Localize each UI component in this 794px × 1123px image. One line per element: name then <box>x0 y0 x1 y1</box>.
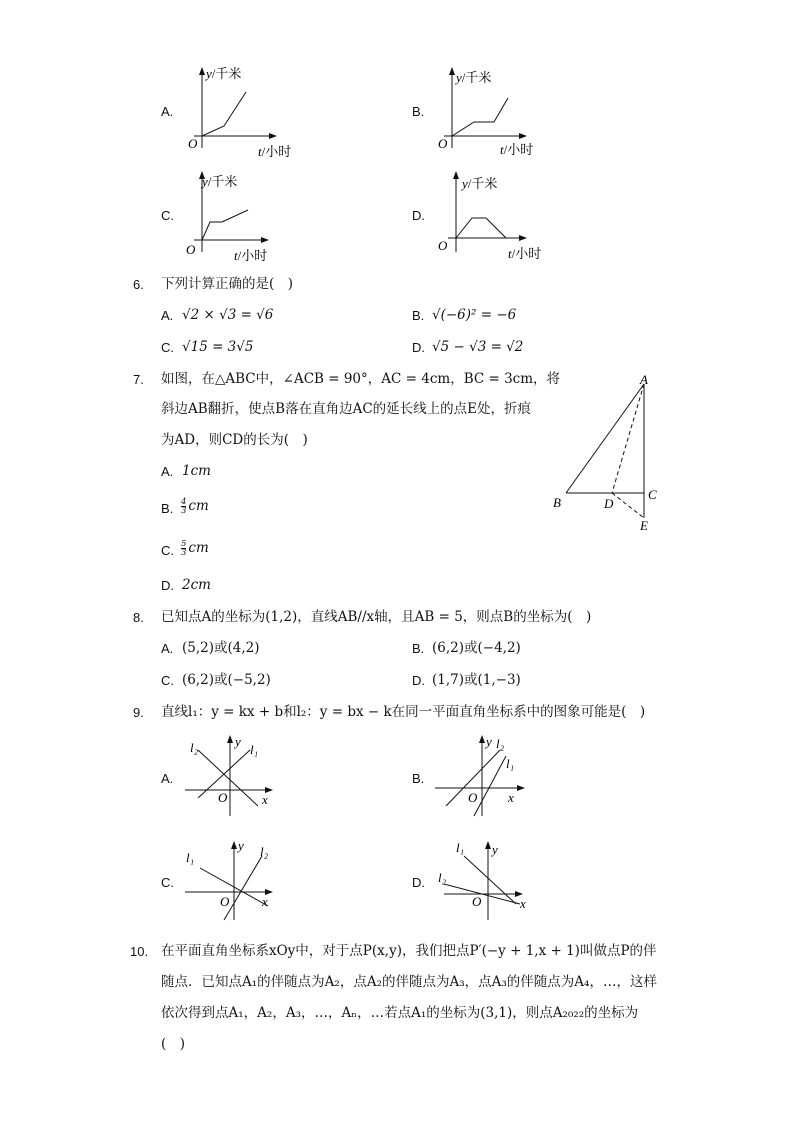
q6-number: 6. <box>133 277 144 292</box>
vertex-c-label: C <box>648 487 657 502</box>
q8-option-d-text: (1,7)或(1,−3) <box>432 672 521 688</box>
q8-option-d-letter: D. <box>412 673 425 688</box>
svg-text:l₁: l₁ <box>456 840 465 855</box>
q8-option-c-letter: C. <box>161 673 174 688</box>
vertex-b-label: B <box>553 495 561 510</box>
q7-option-d-text: 2cm <box>182 577 211 593</box>
svg-text:O: O <box>438 136 448 151</box>
q7-option-c-value: $\frac{5}{3}$ cm <box>181 539 209 558</box>
q10-line1: 在平面直角坐标系xOy中，对于点P(x,y)，我们把点P′(−y + 1,x + 1)叫做点P的伴 <box>161 943 657 959</box>
svg-text:t/小时: t/小时 <box>508 246 542 261</box>
q7-option-d-letter: D. <box>161 578 174 593</box>
vertex-a-label: A <box>640 372 648 387</box>
svg-text:l₂: l₂ <box>190 740 199 755</box>
q8-option-a-text: (5,2)或(4,2) <box>182 640 260 656</box>
q9-number: 9. <box>133 705 144 720</box>
q9-option-c-letter: C. <box>161 875 174 890</box>
svg-text:x: x <box>262 894 268 909</box>
q6-stem: 下列计算正确的是( ) <box>161 276 294 292</box>
q9-option-a-letter: A. <box>161 771 174 786</box>
svg-text:O: O <box>218 790 228 805</box>
q9-option-b-letter: B. <box>412 771 425 786</box>
q7-stem-line3: 为AD，则CD的长为( ) <box>161 432 308 448</box>
q9-graph-c <box>180 834 290 926</box>
q7-option-b-value: $\frac{4}{3}$ cm <box>181 497 209 516</box>
svg-text:y/千米: y/千米 <box>206 66 242 81</box>
svg-text:O: O <box>220 894 230 909</box>
q6-option-c-letter: C. <box>161 340 174 355</box>
q5-option-b-letter: B. <box>412 104 425 119</box>
svg-text:O: O <box>472 894 482 909</box>
q6-option-b-letter: B. <box>412 308 425 323</box>
q5-d-line <box>456 218 506 238</box>
svg-text:y: y <box>235 734 241 749</box>
q9-graph-d <box>430 834 540 926</box>
svg-text:O: O <box>186 242 196 257</box>
svg-text:x: x <box>508 790 514 805</box>
q7-stem-line1: 如图，在△ABC中，∠ACB = 90°，AC = 4cm，BC = 3cm，将 <box>161 371 561 387</box>
svg-text:y: y <box>238 838 244 853</box>
svg-text:l₁: l₁ <box>250 742 259 757</box>
q7-option-b-letter: B. <box>161 501 174 516</box>
q6-option-b-text: √(−6)² = −6 <box>432 307 517 323</box>
q9-graph-b <box>430 728 540 820</box>
q9-graph-a <box>180 728 290 820</box>
svg-text:l₁: l₁ <box>186 850 195 865</box>
q7-triangle-figure <box>548 368 668 538</box>
svg-text:l₂: l₂ <box>260 844 269 859</box>
q5-option-c-letter: C. <box>161 208 174 223</box>
q6-option-d-letter: D. <box>412 340 425 355</box>
q10-number: 10. <box>130 944 149 959</box>
q10-line3: 依次得到点A₁，A₂，A₃，…，Aₙ，…若点A₁的坐标为(3,1)，则点A₂₀₂₂的坐标为 <box>161 1005 639 1021</box>
q5-option-a-letter: A. <box>161 104 174 119</box>
q5-graph-a <box>180 64 300 164</box>
svg-text:y/千米: y/千米 <box>202 174 238 189</box>
q7-number: 7. <box>133 372 144 387</box>
q5-option-d-letter: D. <box>412 208 425 223</box>
fraction: $\frac{4}{3}$ <box>181 497 187 516</box>
q7-option-a-letter: A. <box>161 464 174 479</box>
q6-option-a-letter: A. <box>161 308 174 323</box>
q5-b-line <box>452 98 508 136</box>
q8-option-a-letter: A. <box>161 641 174 656</box>
q8-option-c-text: (6,2)或(−5,2) <box>182 672 271 688</box>
q10-line4: ( ) <box>161 1036 186 1052</box>
q10-line2: 随点．已知点A₁的伴随点为A₂，点A₂的伴随点为A₃，点A₃的伴随点为A₄，…，这样 <box>161 974 657 990</box>
svg-text:O: O <box>468 790 478 805</box>
svg-text:y/千米: y/千米 <box>456 70 492 85</box>
q6-option-d-text: √5 − √3 = √2 <box>432 339 524 355</box>
q5-graph-b <box>430 64 550 164</box>
q8-option-b-text: (6,2)或(−4,2) <box>432 640 521 656</box>
q7-stem-line2: 斜边AB翻折，使点B落在直角边AC的延长线上的点E处，折痕 <box>161 401 532 417</box>
q5-c-line <box>202 210 248 240</box>
q5-graph-c <box>180 168 300 268</box>
q6-option-a-text: √2 × √3 = √6 <box>182 307 274 323</box>
q6-option-c-text: √15 = 3√5 <box>182 339 254 355</box>
svg-text:y: y <box>486 734 492 749</box>
q9-option-d-letter: D. <box>412 875 425 890</box>
q7-option-c-letter: C. <box>161 543 174 558</box>
point-e-label: E <box>640 518 648 533</box>
origin-label: O <box>188 136 198 151</box>
svg-text:l₁: l₁ <box>506 756 515 771</box>
q9-stem: 直线l₁：y = kx + b和l₂：y = bx − k在同一平面直角坐标系中的图象可能是( ) <box>161 704 646 720</box>
fraction: $\frac{5}{3}$ <box>181 539 187 558</box>
q5-a-line <box>202 92 246 136</box>
svg-text:l₂: l₂ <box>496 736 505 751</box>
q8-number: 8. <box>133 610 144 625</box>
q8-option-b-letter: B. <box>412 641 425 656</box>
svg-text:l₂: l₂ <box>438 870 447 885</box>
svg-text:y: y <box>492 842 498 857</box>
svg-text:t/小时: t/小时 <box>258 144 292 159</box>
svg-text:y/千米: y/千米 <box>462 176 498 191</box>
q8-stem: 已知点A的坐标为(1,2)，直线AB//x轴，且AB = 5，则点B的坐标为( ) <box>161 609 592 625</box>
svg-text:t/小时: t/小时 <box>500 142 534 157</box>
point-d-label: D <box>604 496 614 511</box>
q5-graph-d <box>430 168 550 268</box>
svg-text:x: x <box>262 792 268 807</box>
svg-text:t/小时: t/小时 <box>234 248 268 263</box>
q7-option-a-text: 1cm <box>182 463 211 479</box>
svg-text:O: O <box>438 238 448 253</box>
svg-text:x: x <box>520 896 526 911</box>
